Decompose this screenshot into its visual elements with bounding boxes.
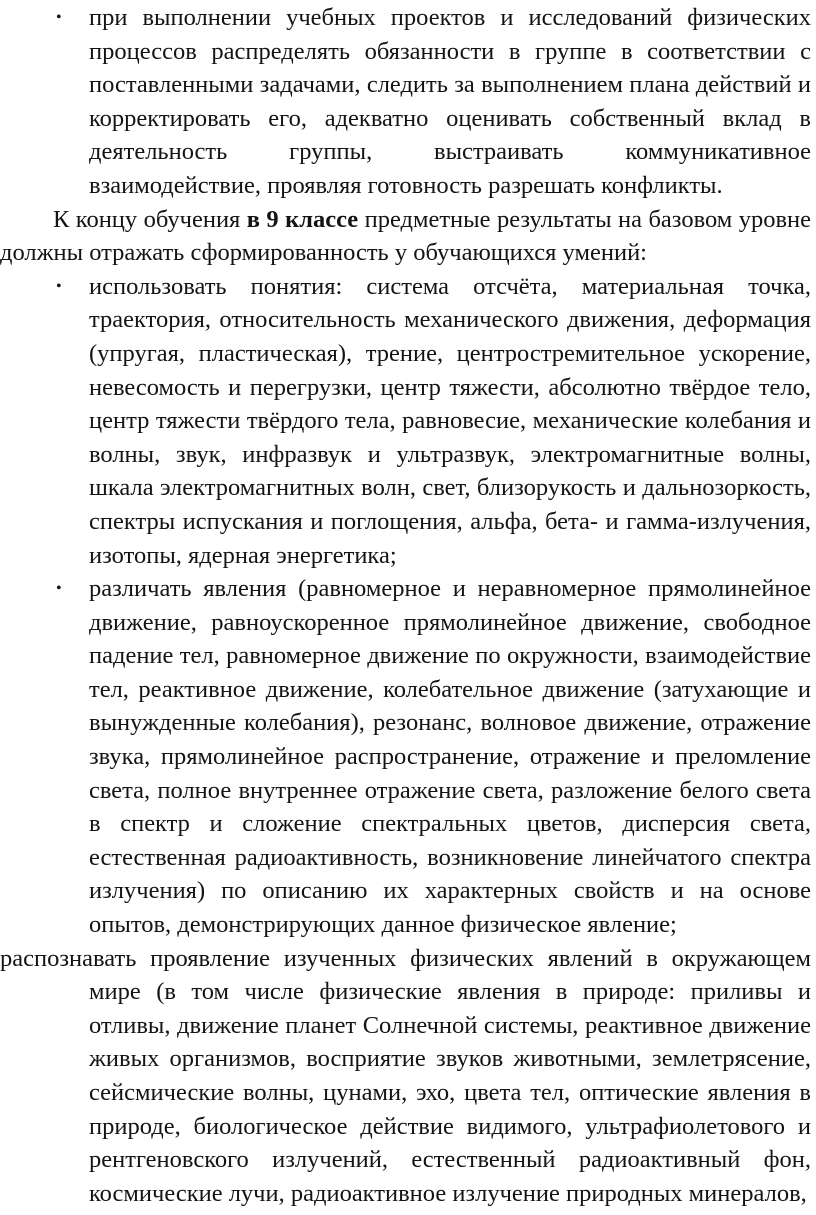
list-item-text: различать явления (равномерное и неравномерное прямолинейное движение, равноускоренное прямолинейное движение, свободное падение тел, равномерное движение по окружности, взаимодействие тел, реактивное движение, колебательное движение (затухающие и вынужденные колебания), резонанс, волновое движение, отражение звука, прямолинейное распространение, отражение и преломление света, полное внутреннее отражение света, разложение белого света в спектр и сложение спектральных цветов, дисперсия света, естественная радиоактивность, возникновение линейчатого спектра излучения) по описанию их характерных свойств и на основе опытов, демонстрирующих данное физическое явление; — [89, 575, 811, 939]
bullet-icon: • — [56, 580, 62, 598]
bullet-icon: • — [56, 277, 62, 295]
paragraph-text: распознавать проявление изученных физических явлений в окружающем мире (в том числе физические явления в природе: приливы и отливы, движение планет Солнечной системы, реактивное движение живых организмов, восприятие звуков животными, землетрясение, сейсмические волны, цунами, эхо, цвета тел, оптические явления в природе, биологическое действие видимого, ультрафиолетового и рентгеновского излучений, естественный радиоактивный фон, космические лучи, радиоактивное излучение природных минералов, — [0, 944, 811, 1207]
intro-text-end: предметные результаты на базовом уровне должны отражать сформированность у обучающихся умений: — [0, 205, 811, 267]
recognize-paragraph — [0, 942, 811, 1211]
intro-paragraph — [0, 203, 811, 270]
list-item-distinguish-phenomena — [56, 572, 811, 942]
list-item-use-concepts — [56, 270, 811, 572]
list-item-text: при выполнении учебных проектов и исследований физических процессов распределять обязанности в группе в соответствии с поставленными задачами, следить за выполнением плана действий и корректировать его, адекватно оценивать собственный вклад в деятельность группы, выстраивать коммуникативное взаимодействие, проявляя готовность разрешать конфликты. — [89, 4, 811, 199]
list-item-text: использовать понятия: система отсчёта, материальная точка, траектория, относительность механического движения, деформация (упругая, пластическая), трение, центростремительное ускорение, невесомость и перегрузки, центр тяжести, абсолютно твёрдое тело, центр тяжести твёрдого тела, равновесие, механические колебания и волны, звук, инфразвук и ультразвук, электромагнитные волны, шкала электромагнитных волн, свет, близорукость и дальнозоркость, спектры испускания и поглощения, альфа, бета- и гамма-излучения, изотопы, ядерная энергетика; — [89, 272, 811, 569]
intro-bold-grade: в 9 классе — [246, 205, 359, 233]
list-item-group-work — [56, 1, 811, 203]
intro-text-start: К концу обучения — [53, 205, 247, 233]
bullet-icon: • — [56, 9, 62, 26]
